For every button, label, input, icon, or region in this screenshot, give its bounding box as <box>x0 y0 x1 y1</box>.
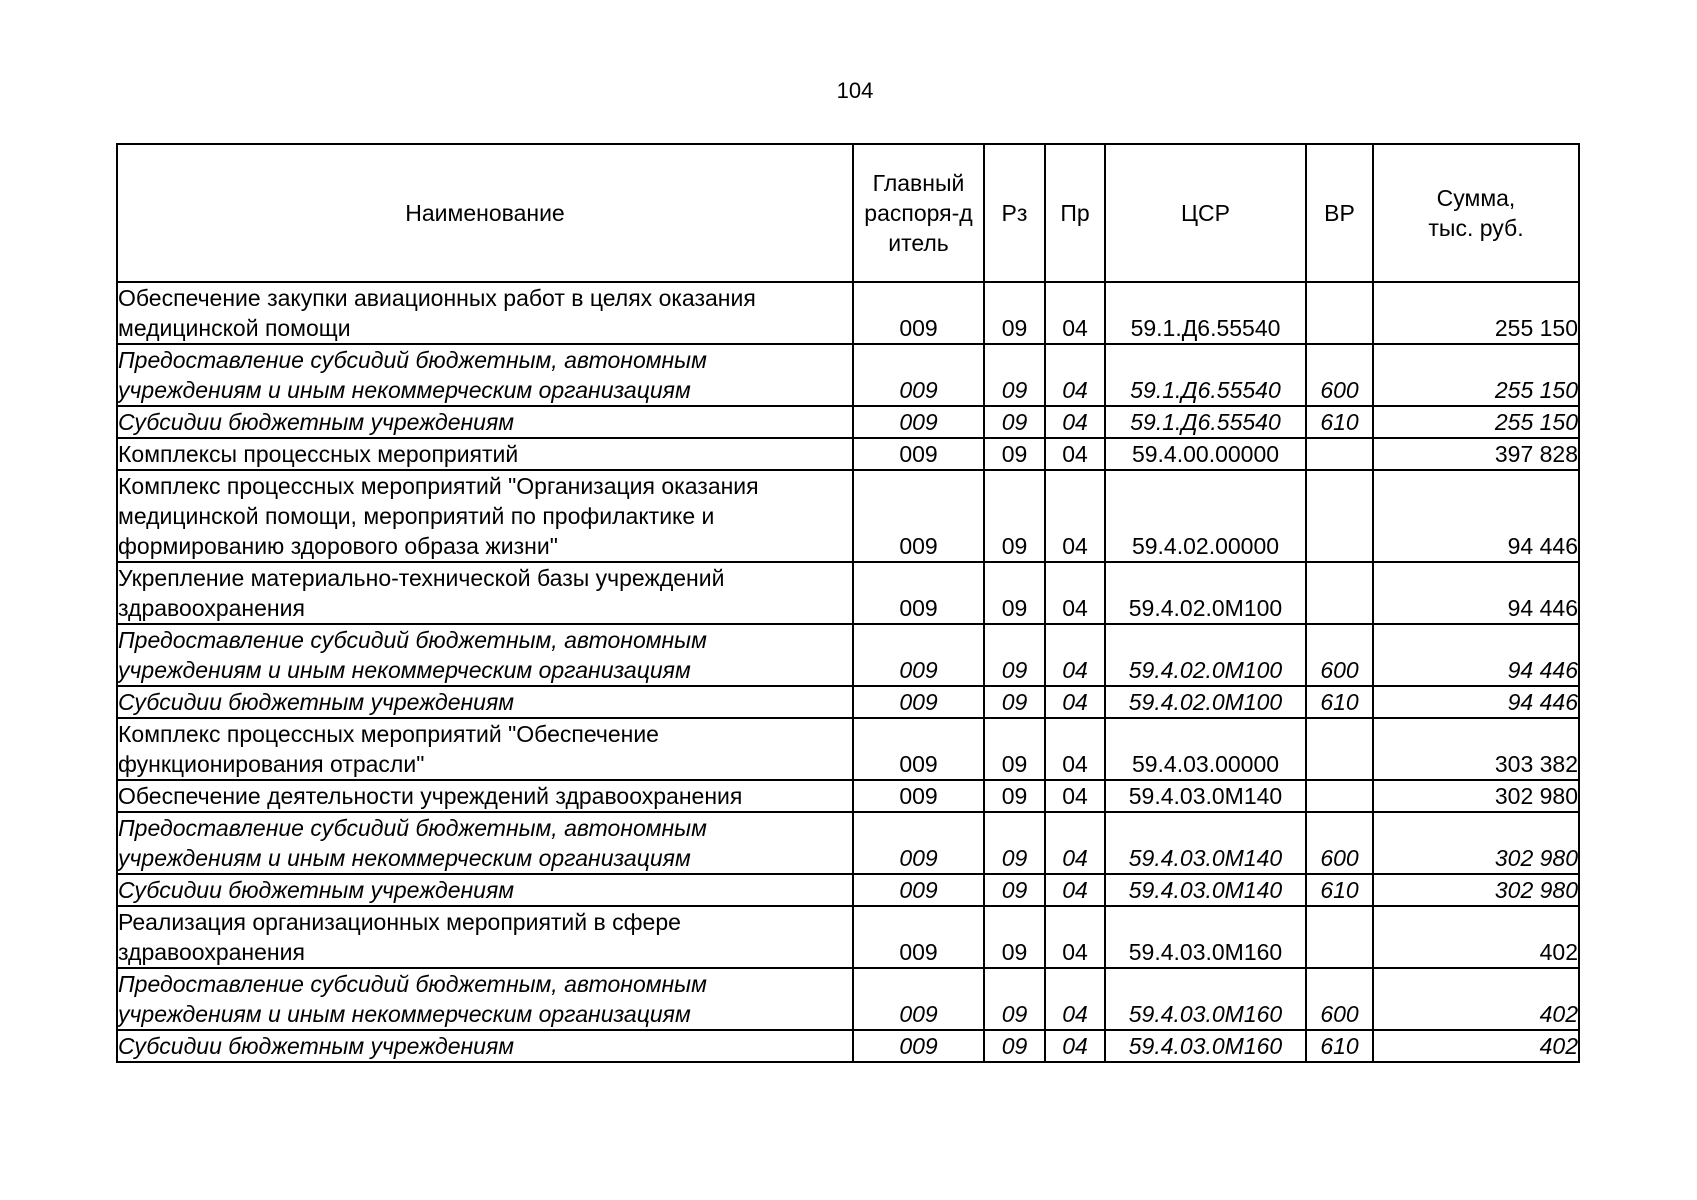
cell-vr <box>1306 438 1373 470</box>
cell-rz: 09 <box>984 624 1045 686</box>
cell-rz: 09 <box>984 344 1045 406</box>
cell-name: Предоставление субсидий бюджетным, автономным учреждениям и иным некоммерческим организациям <box>117 812 853 874</box>
header-sum <box>1373 144 1579 282</box>
cell-rz: 09 <box>984 906 1045 968</box>
header-csr: ЦСР <box>1105 144 1306 282</box>
cell-name: Субсидии бюджетным учреждениям <box>117 874 853 906</box>
cell-name: Комплекс процессных мероприятий "Обеспечение функционирования отрасли" <box>117 718 853 780</box>
cell-main-manager: 009 <box>853 686 984 718</box>
cell-main-manager: 009 <box>853 780 984 812</box>
cell-name: Обеспечение деятельности учреждений здравоохранения <box>117 780 853 812</box>
cell-main-manager: 009 <box>853 968 984 1030</box>
header-rz: Рз <box>984 144 1045 282</box>
cell-name: Реализация организационных мероприятий в сфере здравоохранения <box>117 906 853 968</box>
cell-sum: 94 446 <box>1373 470 1579 562</box>
cell-main-manager: 009 <box>853 624 984 686</box>
cell-main-manager: 009 <box>853 718 984 780</box>
cell-rz: 09 <box>984 874 1045 906</box>
header-sum-text: Сумма, тыс. руб. <box>1428 185 1524 241</box>
cell-pr: 04 <box>1045 812 1105 874</box>
table-row <box>117 1030 1579 1062</box>
cell-main-manager: 009 <box>853 1030 984 1062</box>
cell-vr <box>1306 282 1373 344</box>
cell-csr: 59.4.03.0М160 <box>1105 968 1306 1030</box>
cell-main-manager: 009 <box>853 406 984 438</box>
cell-main-manager: 009 <box>853 906 984 968</box>
cell-pr: 04 <box>1045 282 1105 344</box>
cell-csr: 59.4.03.0М160 <box>1105 906 1306 968</box>
cell-rz: 09 <box>984 780 1045 812</box>
budget-table <box>116 143 1580 1063</box>
cell-pr: 04 <box>1045 718 1105 780</box>
cell-pr: 04 <box>1045 562 1105 624</box>
cell-rz: 09 <box>984 968 1045 1030</box>
cell-sum: 402 <box>1373 968 1579 1030</box>
table-row <box>117 344 1579 406</box>
cell-vr: 600 <box>1306 812 1373 874</box>
table-row <box>117 968 1579 1030</box>
cell-pr: 04 <box>1045 406 1105 438</box>
table-header-row <box>117 144 1579 282</box>
header-main-manager <box>853 144 984 282</box>
cell-vr <box>1306 470 1373 562</box>
cell-csr: 59.4.02.0М100 <box>1105 624 1306 686</box>
cell-vr: 610 <box>1306 1030 1373 1062</box>
header-pr: Пр <box>1045 144 1105 282</box>
cell-vr: 600 <box>1306 344 1373 406</box>
table-row <box>117 780 1579 812</box>
cell-pr: 04 <box>1045 874 1105 906</box>
table-row <box>117 906 1579 968</box>
cell-csr: 59.4.03.00000 <box>1105 718 1306 780</box>
table-row <box>117 718 1579 780</box>
table-row <box>117 562 1579 624</box>
cell-vr: 610 <box>1306 406 1373 438</box>
cell-vr <box>1306 906 1373 968</box>
cell-sum: 303 382 <box>1373 718 1579 780</box>
cell-rz: 09 <box>984 406 1045 438</box>
cell-pr: 04 <box>1045 1030 1105 1062</box>
cell-csr: 59.4.03.0М160 <box>1105 1030 1306 1062</box>
cell-csr: 59.4.03.0М140 <box>1105 874 1306 906</box>
cell-rz: 09 <box>984 438 1045 470</box>
cell-vr <box>1306 718 1373 780</box>
cell-vr: 610 <box>1306 686 1373 718</box>
cell-sum: 302 980 <box>1373 812 1579 874</box>
cell-pr: 04 <box>1045 780 1105 812</box>
cell-sum: 302 980 <box>1373 780 1579 812</box>
cell-vr <box>1306 780 1373 812</box>
cell-csr: 59.4.02.00000 <box>1105 470 1306 562</box>
cell-main-manager: 009 <box>853 282 984 344</box>
cell-csr: 59.1.Д6.55540 <box>1105 282 1306 344</box>
table-row <box>117 624 1579 686</box>
cell-pr: 04 <box>1045 906 1105 968</box>
cell-sum: 94 446 <box>1373 624 1579 686</box>
cell-main-manager: 009 <box>853 812 984 874</box>
cell-pr: 04 <box>1045 968 1105 1030</box>
cell-name: Предоставление субсидий бюджетным, автономным учреждениям и иным некоммерческим организациям <box>117 624 853 686</box>
cell-sum: 94 446 <box>1373 686 1579 718</box>
cell-sum: 302 980 <box>1373 874 1579 906</box>
cell-rz: 09 <box>984 686 1045 718</box>
cell-rz: 09 <box>984 470 1045 562</box>
cell-csr: 59.4.02.0М100 <box>1105 562 1306 624</box>
header-main-manager-text: Главный распоря-дитель <box>864 170 973 256</box>
cell-rz: 09 <box>984 282 1045 344</box>
cell-rz: 09 <box>984 562 1045 624</box>
table-row <box>117 874 1579 906</box>
cell-csr: 59.1.Д6.55540 <box>1105 406 1306 438</box>
cell-name: Укрепление материально-технической базы учреждений здравоохранения <box>117 562 853 624</box>
table-row <box>117 438 1579 470</box>
cell-sum: 402 <box>1373 906 1579 968</box>
cell-sum: 402 <box>1373 1030 1579 1062</box>
cell-csr: 59.4.03.0М140 <box>1105 780 1306 812</box>
cell-sum: 255 150 <box>1373 344 1579 406</box>
table-row <box>117 812 1579 874</box>
cell-sum: 255 150 <box>1373 282 1579 344</box>
cell-main-manager: 009 <box>853 874 984 906</box>
cell-vr: 600 <box>1306 624 1373 686</box>
cell-pr: 04 <box>1045 686 1105 718</box>
cell-rz: 09 <box>984 718 1045 780</box>
cell-main-manager: 009 <box>853 438 984 470</box>
cell-name: Комплекс процессных мероприятий "Организация оказания медицинской помощи, мероприятий по профилактике и формированию здорового образа жизни" <box>117 470 853 562</box>
cell-vr: 610 <box>1306 874 1373 906</box>
cell-name: Обеспечение закупки авиационных работ в целях оказания медицинской помощи <box>117 282 853 344</box>
cell-main-manager: 009 <box>853 344 984 406</box>
cell-csr: 59.4.00.00000 <box>1105 438 1306 470</box>
cell-name: Предоставление субсидий бюджетным, автономным учреждениям и иным некоммерческим организациям <box>117 344 853 406</box>
cell-csr: 59.4.02.0М100 <box>1105 686 1306 718</box>
cell-main-manager: 009 <box>853 470 984 562</box>
header-vr: ВР <box>1306 144 1373 282</box>
cell-vr: 600 <box>1306 968 1373 1030</box>
cell-name: Субсидии бюджетным учреждениям <box>117 1030 853 1062</box>
cell-name: Субсидии бюджетным учреждениям <box>117 406 853 438</box>
table-row <box>117 470 1579 562</box>
cell-name: Предоставление субсидий бюджетным, автономным учреждениям и иным некоммерческим организациям <box>117 968 853 1030</box>
cell-sum: 255 150 <box>1373 406 1579 438</box>
table-row <box>117 686 1579 718</box>
table-row <box>117 282 1579 344</box>
cell-sum: 94 446 <box>1373 562 1579 624</box>
cell-csr: 59.4.03.0М140 <box>1105 812 1306 874</box>
cell-pr: 04 <box>1045 344 1105 406</box>
cell-sum: 397 828 <box>1373 438 1579 470</box>
cell-name: Субсидии бюджетным учреждениям <box>117 686 853 718</box>
cell-main-manager: 009 <box>853 562 984 624</box>
cell-vr <box>1306 562 1373 624</box>
page-number: 104 <box>836 78 874 103</box>
cell-pr: 04 <box>1045 624 1105 686</box>
cell-pr: 04 <box>1045 438 1105 470</box>
table-row <box>117 406 1579 438</box>
header-name: Наименование <box>117 144 853 282</box>
cell-name: Комплексы процессных мероприятий <box>117 438 853 470</box>
cell-rz: 09 <box>984 1030 1045 1062</box>
cell-rz: 09 <box>984 812 1045 874</box>
cell-pr: 04 <box>1045 470 1105 562</box>
cell-csr: 59.1.Д6.55540 <box>1105 344 1306 406</box>
